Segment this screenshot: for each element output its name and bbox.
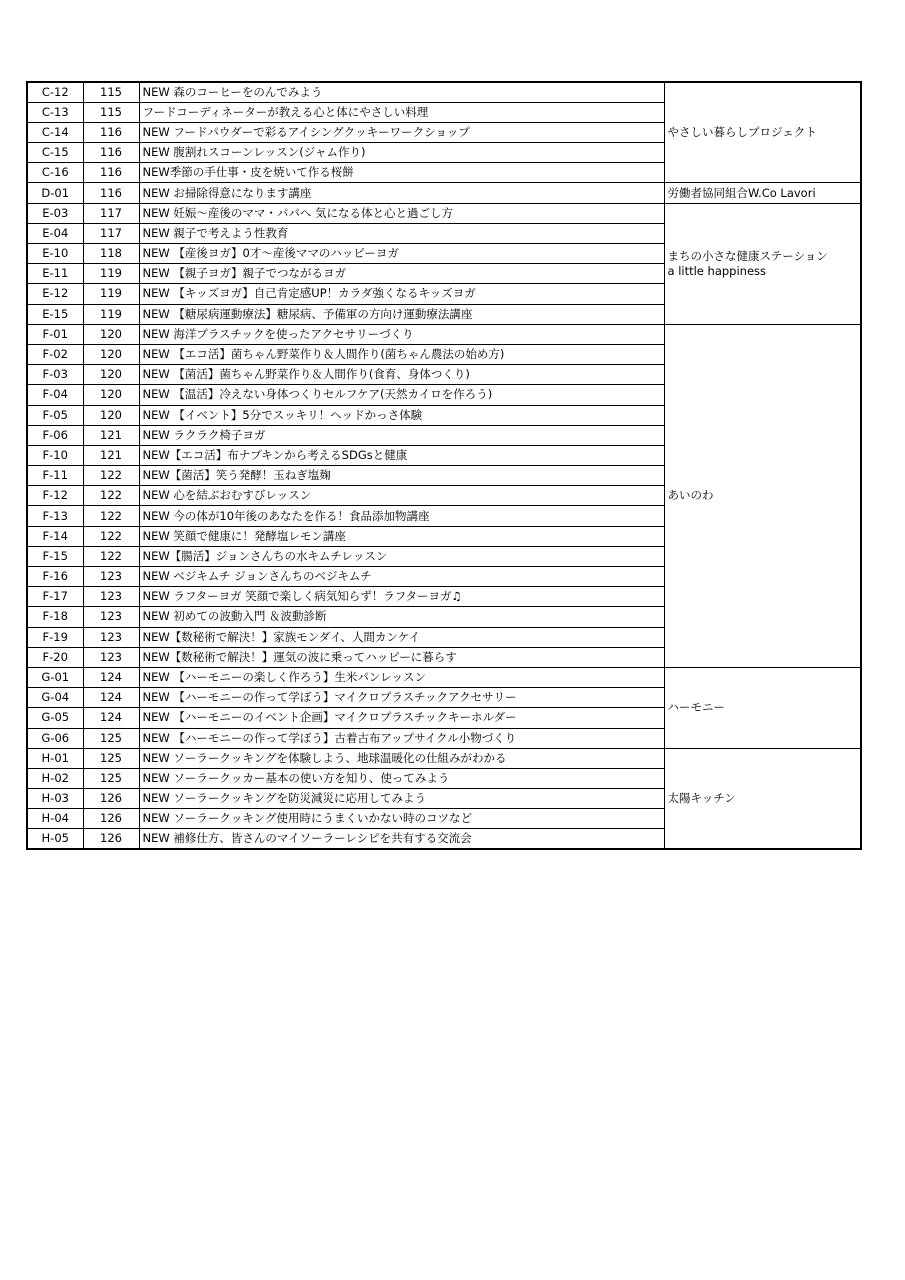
page-number: 123 [83, 607, 139, 627]
course-code: E-03 [27, 203, 83, 223]
course-code: G-01 [27, 667, 83, 687]
course-code: C-15 [27, 143, 83, 163]
course-title: NEW 【ハーモニーのイベント企画】マイクロプラスチックキーホルダー [139, 708, 664, 728]
course-title: NEW【菌活】笑う発酵！玉ねぎ塩麹 [139, 466, 664, 486]
course-code: E-04 [27, 223, 83, 243]
course-table-body [27, 82, 861, 849]
organizer-name: ハーモニー [667, 700, 725, 715]
course-title: NEW 【親子ヨガ】親子でつながるヨガ [139, 264, 664, 284]
course-code: F-15 [27, 546, 83, 566]
course-code: F-01 [27, 324, 83, 344]
course-table [26, 81, 862, 850]
course-title: NEW 【キッズヨガ】自己肯定感UP！カラダ強くなるキッズヨガ [139, 284, 664, 304]
course-code: H-04 [27, 809, 83, 829]
course-title: NEW【腸活】ジョンさんちの水キムチレッスン [139, 546, 664, 566]
course-code: F-13 [27, 506, 83, 526]
organizer [664, 324, 861, 667]
course-code: H-01 [27, 748, 83, 768]
course-title: NEW 初めての波動入門 ＆波動診断 [139, 607, 664, 627]
page-number: 121 [83, 425, 139, 445]
course-code: F-14 [27, 526, 83, 546]
course-title: NEW 【イベント】5分でスッキリ！ヘッドかっさ体験 [139, 405, 664, 425]
course-code: G-06 [27, 728, 83, 748]
page-number: 122 [83, 486, 139, 506]
course-title: NEW ラクラク椅子ヨガ [139, 425, 664, 445]
course-title: NEW 笑顔で健康に！発酵塩レモン講座 [139, 526, 664, 546]
course-title: NEW 親子で考えよう性教育 [139, 223, 664, 243]
organizer [664, 667, 861, 748]
course-code: F-06 [27, 425, 83, 445]
course-code: C-13 [27, 102, 83, 122]
page-number: 126 [83, 829, 139, 849]
course-code: H-05 [27, 829, 83, 849]
table-row [27, 203, 861, 223]
course-code: F-02 [27, 344, 83, 364]
page-number: 120 [83, 405, 139, 425]
course-code: H-02 [27, 768, 83, 788]
course-code: C-16 [27, 163, 83, 183]
course-code: F-18 [27, 607, 83, 627]
course-code: F-05 [27, 405, 83, 425]
course-title: NEW フードパウダーで彩るアイシングクッキーワークショップ [139, 122, 664, 142]
organizer-name: 太陽キッチン [667, 790, 736, 805]
course-code: D-01 [27, 183, 83, 203]
course-title: NEW 【ハーモニーの作って学ぼう】古着古布アップサイクル小物づくり [139, 728, 664, 748]
course-title: NEW 海洋プラスチックを使ったアクセサリーづくり [139, 324, 664, 344]
course-code: F-10 [27, 445, 83, 465]
page-number: 116 [83, 143, 139, 163]
course-title: NEW 腹割れスコーンレッスン(ジャム作り) [139, 143, 664, 163]
course-code: E-10 [27, 244, 83, 264]
page-number: 121 [83, 445, 139, 465]
table-row [27, 183, 861, 203]
page-number: 116 [83, 163, 139, 183]
page-number: 125 [83, 728, 139, 748]
course-title: NEW 【ハーモニーの楽しく作ろう】生米パンレッスン [139, 667, 664, 687]
page-number: 125 [83, 748, 139, 768]
page-number: 119 [83, 264, 139, 284]
table-row [27, 82, 861, 102]
page-number: 122 [83, 526, 139, 546]
course-code: F-19 [27, 627, 83, 647]
page-number: 126 [83, 809, 139, 829]
page-number: 120 [83, 365, 139, 385]
page-number: 116 [83, 122, 139, 142]
course-title: NEW【数秘術で解決！】運気の波に乗ってハッピーに暮らす [139, 647, 664, 667]
page-number: 124 [83, 667, 139, 687]
course-code: F-11 [27, 466, 83, 486]
course-title: NEW 【産後ヨガ】0才～産後ママのハッピーヨガ [139, 244, 664, 264]
course-title: NEW【数秘術で解決！】家族モンダイ、人間カンケイ [139, 627, 664, 647]
course-code: F-04 [27, 385, 83, 405]
course-title: NEW 妊娠～産後のママ・パパへ 気になる体と心と過ごし方 [139, 203, 664, 223]
page-number: 119 [83, 284, 139, 304]
organizer-name: a little happiness [667, 263, 767, 278]
course-code: G-05 [27, 708, 83, 728]
page-number: 123 [83, 567, 139, 587]
course-title: NEW ソーラークッキングを防災減災に応用してみよう [139, 789, 664, 809]
course-title: NEW 【ハーモニーの作って学ぼう】マイクロプラスチックアクセサリー [139, 688, 664, 708]
page-number: 124 [83, 688, 139, 708]
organizer-name: やさしい暮らしプロジェクト [667, 125, 817, 140]
course-title: NEW お掃除得意になります講座 [139, 183, 664, 203]
course-title: NEW 【温活】冷えない身体つくりセルフケア(天然カイロを作ろう) [139, 385, 664, 405]
page-number: 117 [83, 203, 139, 223]
page-number: 125 [83, 768, 139, 788]
course-title: NEW 今の体が10年後のあなたを作る！食品添加物講座 [139, 506, 664, 526]
course-code: H-03 [27, 789, 83, 809]
page-number: 122 [83, 546, 139, 566]
course-title: NEW ソーラークッキングを体験しよう、地球温暖化の仕組みがわかる [139, 748, 664, 768]
page-number: 119 [83, 304, 139, 324]
organizer-name: 労働者協同組合W.Co Lavori [667, 185, 816, 200]
page-number: 117 [83, 223, 139, 243]
course-code: F-03 [27, 365, 83, 385]
page-number: 124 [83, 708, 139, 728]
course-code: F-12 [27, 486, 83, 506]
course-title: NEW 森のコーヒーをのんでみよう [139, 82, 664, 102]
course-title: フードコーディネーターが教える心と体にやさしい料理 [139, 102, 664, 122]
course-code: F-20 [27, 647, 83, 667]
course-title: NEW 【糖尿病運動療法】糖尿病、予備軍の方向け運動療法講座 [139, 304, 664, 324]
course-title: NEW ソーラークッキング使用時にうまくいかない時のコツなど [139, 809, 664, 829]
course-code: E-12 [27, 284, 83, 304]
course-title: NEW ベジキムチ ジョンさんちのベジキムチ [139, 567, 664, 587]
course-title: NEW季節の手仕事・皮を焼いて作る桜餅 [139, 163, 664, 183]
page-number: 115 [83, 102, 139, 122]
page-number: 123 [83, 587, 139, 607]
course-code: G-04 [27, 688, 83, 708]
course-code: C-12 [27, 82, 83, 102]
page-number: 120 [83, 324, 139, 344]
page-number: 120 [83, 344, 139, 364]
page-number: 115 [83, 82, 139, 102]
page-number: 118 [83, 244, 139, 264]
page-number: 123 [83, 627, 139, 647]
page-number: 122 [83, 506, 139, 526]
organizer [664, 82, 861, 183]
course-title: NEW ラフターヨガ 笑顔で楽しく病気知らず！ラフターヨガ♫ [139, 587, 664, 607]
page-number: 116 [83, 183, 139, 203]
organizer [664, 183, 861, 203]
course-code: F-16 [27, 567, 83, 587]
course-title: NEW 補修仕方、皆さんのマイソーラーレシピを共有する交流会 [139, 829, 664, 849]
page-number: 123 [83, 647, 139, 667]
organizer-name: あいのわ [667, 488, 714, 503]
course-title: NEW 【エコ活】菌ちゃん野菜作り＆人間作り(菌ちゃん農法の始め方) [139, 344, 664, 364]
course-code: F-17 [27, 587, 83, 607]
page-number: 120 [83, 385, 139, 405]
page-number: 126 [83, 789, 139, 809]
course-code: E-11 [27, 264, 83, 284]
table-row [27, 324, 861, 344]
course-title: NEW 【菌活】菌ちゃん野菜作り＆人間作り(食育、身体つくり) [139, 365, 664, 385]
table-row [27, 748, 861, 768]
organizer [664, 748, 861, 849]
course-title: NEW ソーラークッカー基本の使い方を知り、使ってみよう [139, 768, 664, 788]
table-row [27, 667, 861, 687]
organizer-name: まちの小さな健康ステーション [667, 248, 828, 263]
course-title: NEW【エコ活】布ナプキンから考えるSDGsと健康 [139, 445, 664, 465]
course-code: E-15 [27, 304, 83, 324]
page-number: 122 [83, 466, 139, 486]
organizer [664, 203, 861, 324]
course-title: NEW 心を結ぶおむすびレッスン [139, 486, 664, 506]
course-code: C-14 [27, 122, 83, 142]
